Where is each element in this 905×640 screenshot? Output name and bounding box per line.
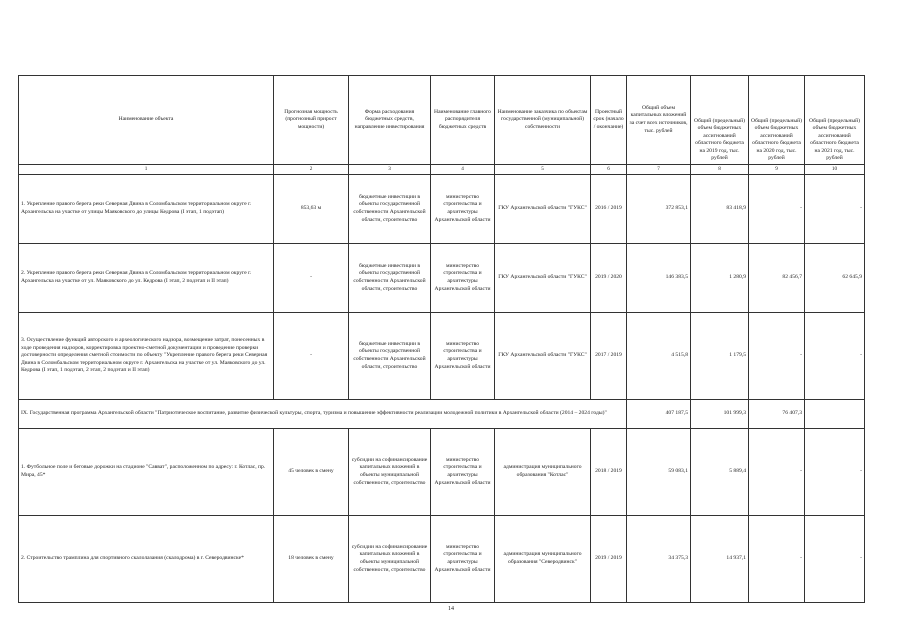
form-cell: бюджетные инвестиции в объекты государственной собственности Архангельской области, строительство <box>349 175 431 244</box>
manager-cell: министерство строительства и архитектуры Архангельской области <box>431 429 495 516</box>
amount-2019-cell: 1 280,9 <box>691 244 749 313</box>
total-cell: 372 853,1 <box>627 175 691 244</box>
amount-2020-cell: - <box>749 175 805 244</box>
capacity-cell: - <box>274 244 349 313</box>
table-row <box>19 244 865 313</box>
col-number: 6 <box>591 165 627 175</box>
form-cell: бюджетные инвестиции в объекты государственной собственности Архангельской области, строительство <box>349 244 431 313</box>
header-capacity: Прогнозная мощность (прогнозный прирост мощности) <box>274 76 349 165</box>
form-cell: субсидии на софинансирование капитальных вложений в объекты муниципальной собственности, строительство <box>349 429 431 516</box>
customer-cell: администрация муниципального образования "Котлас" <box>495 429 591 516</box>
capacity-cell: - <box>274 313 349 400</box>
col-number: 5 <box>495 165 591 175</box>
col-number: 8 <box>691 165 749 175</box>
table-row <box>19 175 865 244</box>
amount-2019-cell: 1 179,5 <box>691 313 749 400</box>
col-number: 1 <box>19 165 274 175</box>
object-name: 2. Укрепление правого берега реки Северная Двина в Соломбальском территориальном округе г. Архангельска на участке от ул. Маяковского до ул. Кедрова (I этап, 2 подэтап и II этап) <box>19 244 274 313</box>
header-row <box>19 76 865 165</box>
form-cell: субсидии на софинансирование капитальных вложений в объекты муниципальной собственности, строительство <box>349 516 431 603</box>
col-number: 10 <box>805 165 865 175</box>
amount-2021-cell: 62 645,9 <box>805 244 865 313</box>
header-2021: Общий (предельный) объем бюджетных ассигнований областного бюджета на 2021 год, тыс. рублей <box>805 76 865 165</box>
col-number: 9 <box>749 165 805 175</box>
period-cell: 2016 / 2019 <box>591 175 627 244</box>
col-number: 2 <box>274 165 349 175</box>
customer-cell: ГКУ Архангельской области "ГУКС" <box>495 175 591 244</box>
col-number: 7 <box>627 165 691 175</box>
period-cell: 2019 / 2020 <box>591 244 627 313</box>
amount-2019-cell: 83 418,9 <box>691 175 749 244</box>
capital-investments-table <box>18 75 865 603</box>
amount-2019-cell: 14 937,1 <box>691 516 749 603</box>
amount-2020-cell: - <box>749 429 805 516</box>
amount-2021-cell: - <box>805 429 865 516</box>
amount-2020-cell: 82 456,7 <box>749 244 805 313</box>
section-title: IX. Государственная программа Архангельской области "Патриотическое воспитание, развитие физической культуры, спорта, туризма и повышение эффективности реализации молодежной политики в Архангельской области (2014 – 2024 годы)" <box>19 400 627 429</box>
object-name: 2. Строительство трамплина для спортивного скалолазания (скалодрома) в г. Северодвинске* <box>19 516 274 603</box>
period-cell: 2019 / 2019 <box>591 516 627 603</box>
table-row <box>19 516 865 603</box>
form-cell: бюджетные инвестиции в объекты государственной собственности Архангельской области, строительство <box>349 313 431 400</box>
header-2020: Общий (предельный) объем бюджетных ассигнований областного бюджета на 2020 год, тыс. рублей <box>749 76 805 165</box>
total-cell: 34 375,3 <box>627 516 691 603</box>
customer-cell: ГКУ Архангельской области "ГУКС" <box>495 313 591 400</box>
col-number: 4 <box>431 165 495 175</box>
header-manager: Наименование главного распорядителя бюджетных средств <box>431 76 495 165</box>
capacity-cell: 853,63 м <box>274 175 349 244</box>
header-object-name: Наименование объекта <box>19 76 274 165</box>
capacity-cell: 18 человек в смену <box>274 516 349 603</box>
section-row <box>19 400 865 429</box>
object-name: 3. Осуществление функций авторского и археологического надзора, возмещение затрат, понесенных в ходе проведения надзоров, корректировка проектно-сметной документации и проведение проверки достоверности определения сметной стоимости по объекту "Укрепление правого берега реки Северная Двина в Соломбальском территориальном округе г. Архангельска на участке от ул. Маяковского до ул. Кедрова (I этап, 1 подэтап, 2 этап, 2 подэтап и II этап) <box>19 313 274 400</box>
col-number: 3 <box>349 165 431 175</box>
table-row <box>19 313 865 400</box>
table-row <box>19 429 865 516</box>
capacity-cell: 45 человек в смену <box>274 429 349 516</box>
amount-2020-cell: - <box>749 516 805 603</box>
page-number: 14 <box>448 606 454 612</box>
header-period: Проектный срок (начало / окончание) <box>591 76 627 165</box>
section-2021-cell <box>805 400 865 429</box>
amount-2019-cell: 5 889,4 <box>691 429 749 516</box>
section-total-cell: 407 187,5 <box>627 400 691 429</box>
header-customer: Наименование заказчика по объектам государственной (муниципальной) собственности <box>495 76 591 165</box>
object-name: 1. Укрепление правого берега реки Северная Двина в Соломбальском территориальном округе г. Архангельска на участке от улицы Маяковского до улицы Кедрова (I этап, 1 подэтап) <box>19 175 274 244</box>
period-cell: 2017 / 2019 <box>591 313 627 400</box>
object-name: 1. Футбольное поле и беговые дорожки на стадионе "Савват", расположенном по адресу: г. Котлас, пр. Мира, 45* <box>19 429 274 516</box>
header-2019: Общий (предельный) объем бюджетных ассигнований областного бюджета на 2019 год, тыс. рублей <box>691 76 749 165</box>
total-cell: 59 083,1 <box>627 429 691 516</box>
manager-cell: министерство строительства и архитектуры Архангельской области <box>431 313 495 400</box>
customer-cell: ГКУ Архангельской области "ГУКС" <box>495 244 591 313</box>
amount-2020-cell: - <box>749 313 805 400</box>
manager-cell: министерство строительства и архитектуры Архангельской области <box>431 516 495 603</box>
amount-2021-cell: - <box>805 313 865 400</box>
period-cell: 2018 / 2019 <box>591 429 627 516</box>
header-total: Общий объем капитальных вложений за счет всех источников, тыс. рублей <box>627 76 691 165</box>
amount-2021-cell: - <box>805 516 865 603</box>
amount-2021-cell: - <box>805 175 865 244</box>
column-numbers-row <box>19 165 865 175</box>
section-2019-cell: 101 999,3 <box>691 400 749 429</box>
total-cell: 146 383,5 <box>627 244 691 313</box>
header-form: Форма расходования бюджетных средств, направление инвестирования <box>349 76 431 165</box>
total-cell: 4 515,8 <box>627 313 691 400</box>
section-2020-cell: 76 407,3 <box>749 400 805 429</box>
customer-cell: администрация муниципального образования "Северодвинск" <box>495 516 591 603</box>
manager-cell: министерство строительства и архитектуры Архангельской области <box>431 175 495 244</box>
manager-cell: министерство строительства и архитектуры Архангельской области <box>431 244 495 313</box>
